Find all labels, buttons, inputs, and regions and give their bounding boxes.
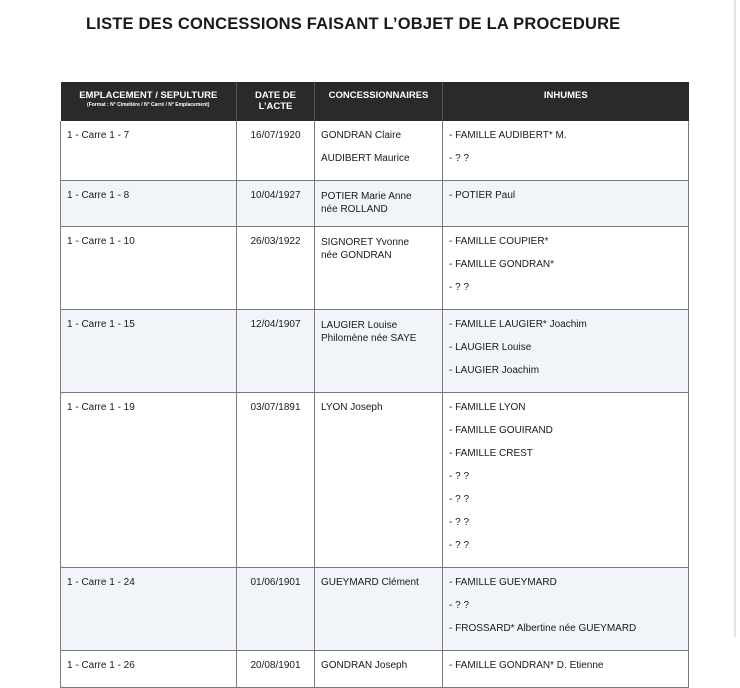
concessions-table bbox=[60, 82, 689, 688]
inhume: - LAUGIER Louise bbox=[449, 342, 532, 353]
cell-concessionnaires bbox=[315, 227, 443, 310]
concessionnaire: LAUGIER Louise bbox=[321, 320, 398, 331]
concessionnaire: GUEYMARD Clément bbox=[321, 577, 419, 588]
concessionnaire: AUDIBERT Maurice bbox=[321, 153, 410, 164]
inhume: - FAMILLE CREST bbox=[449, 448, 533, 459]
header-inhumes: INHUMES bbox=[443, 82, 689, 121]
cell-concessionnaires bbox=[315, 651, 443, 688]
concessionnaire: née GONDRAN bbox=[321, 250, 392, 261]
cell-emplacement: 1 - Carre 1 - 8 bbox=[61, 181, 237, 227]
cell-emplacement: 1 - Carre 1 - 26 bbox=[61, 651, 237, 688]
concessionnaire: LYON Joseph bbox=[321, 402, 383, 413]
inhume: - ? ? bbox=[449, 540, 470, 551]
cell-emplacement: 1 - Carre 1 - 19 bbox=[61, 393, 237, 568]
cell-inhumes bbox=[443, 568, 689, 651]
concessionnaire: GONDRAN Claire bbox=[321, 130, 402, 141]
cell-inhumes bbox=[443, 310, 689, 393]
cell-concessionnaires bbox=[315, 310, 443, 393]
inhume: - ? ? bbox=[449, 282, 470, 293]
inhume: - ? ? bbox=[449, 471, 470, 482]
cell-date: 01/06/1901 bbox=[237, 568, 315, 651]
table-row bbox=[61, 181, 689, 227]
table-row bbox=[61, 121, 689, 181]
header-date-line1: DATE DE bbox=[255, 90, 296, 101]
inhume: - LAUGIER Joachim bbox=[449, 365, 540, 376]
cell-inhumes bbox=[443, 393, 689, 568]
cell-date: 16/07/1920 bbox=[237, 121, 315, 181]
inhume: - FAMILLE GONDRAN* bbox=[449, 259, 555, 270]
inhume: - ? ? bbox=[449, 153, 470, 164]
cell-date: 10/04/1927 bbox=[237, 181, 315, 227]
cell-date: 20/08/1901 bbox=[237, 651, 315, 688]
header-date-line2: L’ACTE bbox=[258, 101, 293, 112]
concessionnaire: GONDRAN Joseph bbox=[321, 660, 408, 671]
inhume: - ? ? bbox=[449, 494, 470, 505]
cell-date: 26/03/1922 bbox=[237, 227, 315, 310]
page-title: LISTE DES CONCESSIONS FAISANT L’OBJET DE LA PROCEDURE bbox=[86, 15, 621, 33]
cell-concessionnaires bbox=[315, 568, 443, 651]
inhume: - POTIER Paul bbox=[449, 190, 516, 201]
header-emplacement bbox=[61, 82, 237, 121]
cell-concessionnaires bbox=[315, 393, 443, 568]
cell-date: 03/07/1891 bbox=[237, 393, 315, 568]
header-emplacement-label: EMPLACEMENT / SEPULTURE bbox=[79, 90, 218, 101]
cell-inhumes bbox=[443, 121, 689, 181]
header-date bbox=[237, 82, 315, 121]
concessionnaire: SIGNORET Yvonne bbox=[321, 237, 410, 248]
table-row bbox=[61, 310, 689, 393]
cell-inhumes bbox=[443, 651, 689, 688]
inhume: - FAMILLE LAUGIER* Joachim bbox=[449, 319, 587, 330]
inhume: - FAMILLE LYON bbox=[449, 402, 526, 413]
inhume: - FAMILLE GOUIRAND bbox=[449, 425, 553, 436]
inhume: - FAMILLE AUDIBERT* M. bbox=[449, 130, 567, 141]
inhume: - ? ? bbox=[449, 517, 470, 528]
table-row bbox=[61, 393, 689, 568]
table-row bbox=[61, 651, 689, 688]
cell-emplacement: 1 - Carre 1 - 7 bbox=[61, 121, 237, 181]
cell-emplacement: 1 - Carre 1 - 15 bbox=[61, 310, 237, 393]
table-header-row bbox=[61, 82, 689, 121]
inhume: - FAMILLE COUPIER* bbox=[449, 236, 549, 247]
concessionnaire: Philomène née SAYE bbox=[321, 333, 417, 344]
header-emplacement-format: (Format : N° Cimetière / N° Carré / N° Emplacement) bbox=[87, 102, 210, 108]
cell-date: 12/04/1907 bbox=[237, 310, 315, 393]
cell-inhumes bbox=[443, 227, 689, 310]
inhume: - FAMILLE GONDRAN* D. Etienne bbox=[449, 660, 604, 671]
page-edge-shadow bbox=[733, 0, 736, 637]
cell-concessionnaires bbox=[315, 121, 443, 181]
cell-concessionnaires bbox=[315, 181, 443, 227]
cell-inhumes bbox=[443, 181, 689, 227]
inhume: - FAMILLE GUEYMARD bbox=[449, 577, 557, 588]
table-row bbox=[61, 568, 689, 651]
inhume: - ? ? bbox=[449, 600, 470, 611]
concessionnaire: POTIER Marie Anne bbox=[321, 191, 412, 202]
cell-emplacement: 1 - Carre 1 - 24 bbox=[61, 568, 237, 651]
inhume: - FROSSARD* Albertine née GUEYMARD bbox=[449, 623, 637, 634]
concessionnaire: née ROLLAND bbox=[321, 204, 388, 215]
cell-emplacement: 1 - Carre 1 - 10 bbox=[61, 227, 237, 310]
header-concessionnaires: CONCESSIONNAIRES bbox=[315, 82, 443, 121]
table-row bbox=[61, 227, 689, 310]
